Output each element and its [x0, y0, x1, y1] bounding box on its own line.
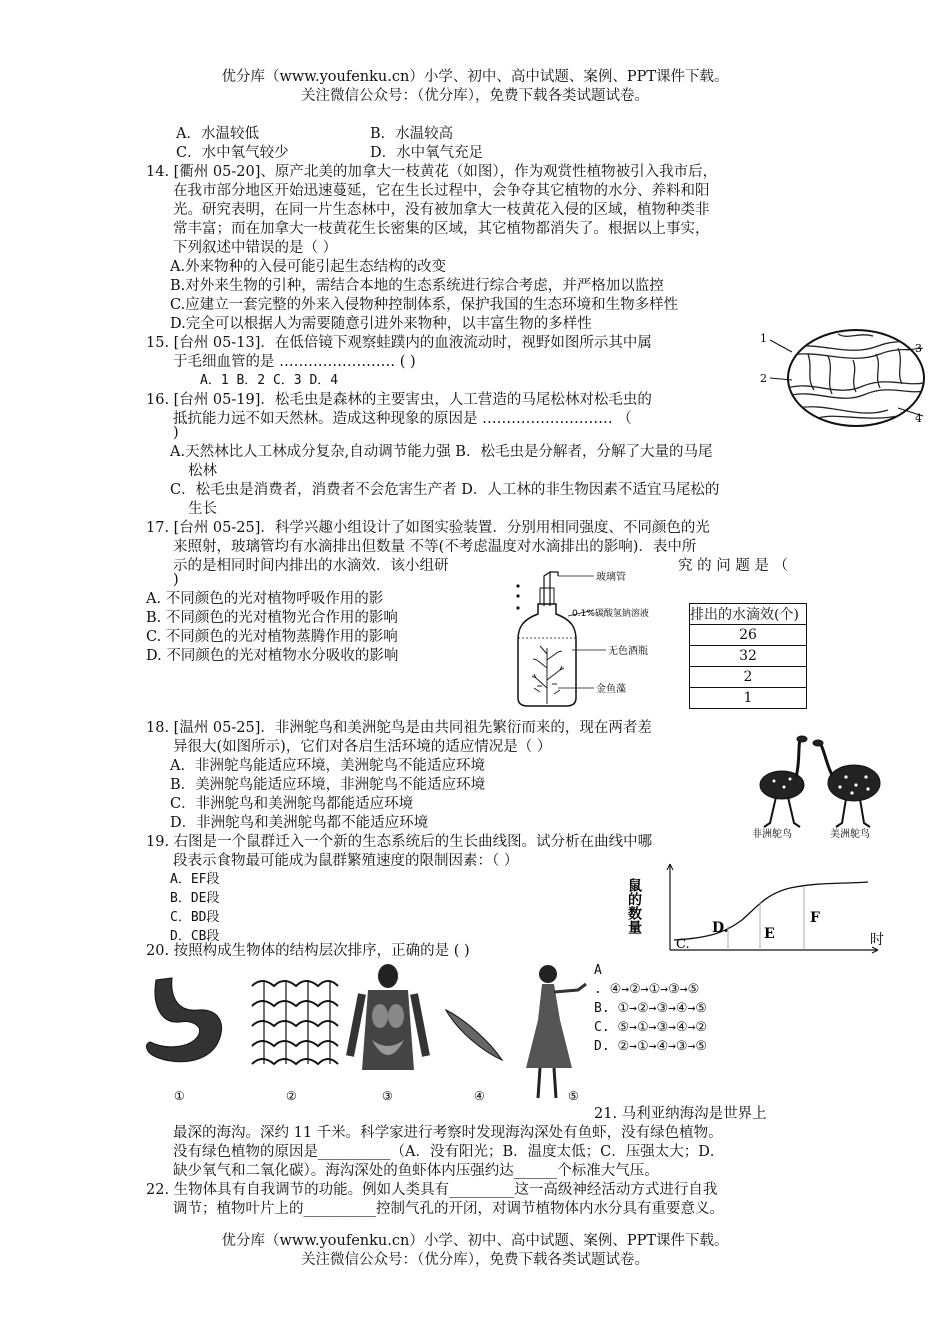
table-row: 1 [690, 688, 807, 709]
q17-line-4: ) [173, 572, 179, 588]
capillary-label-4: 4 [915, 412, 922, 425]
q17-line-3a: 示的是相同时间内排出的水滴效．该小组研 [173, 558, 449, 574]
table-row: 26 [690, 625, 807, 646]
q14-option-c: C.应建立一套完整的外来入侵物种控制体系，保护我国的生态环境和生物多样性 [170, 297, 679, 313]
q15-line-1: 15. [台州 05-13]．在低倍镜下观察蛙蹼内的血液流动时，视野如图所示其中属 [146, 335, 652, 351]
q17-option-c: C. 不同颜色的光对植物蒸腾作用的影响 [146, 629, 398, 645]
label-glass-tube: 玻璃管 [596, 572, 626, 583]
q20-option-a: . ④→②→①→③→⑤ [594, 982, 700, 997]
q22-line-2: 调节；植物叶片上的__________控制气孔的开闭，对调节植物体内水分具有重要意义。 [173, 1201, 724, 1217]
label-plant: 金鱼藻 [596, 684, 626, 695]
q18-option-b: B．美洲鸵鸟能适应环境，非洲鸵鸟不能适应环境 [170, 777, 486, 793]
graph-point-e: E [764, 926, 775, 942]
structure-levels-figure [140, 960, 590, 1110]
q20-option-c: C. ⑤→①→③→④→② [594, 1020, 708, 1035]
q14-line-5: 下列叙述中错误的是（ ） [173, 240, 338, 256]
stomach-image [147, 978, 222, 1062]
q13-option-b: B．水温较高 [370, 126, 454, 142]
q20-option-b: B. ①→②→③→④→⑤ [594, 1001, 708, 1016]
q16-option-cd-cont: 生长 [188, 501, 217, 517]
graph-x-label: 时 [870, 932, 884, 948]
q16-option-cd: C．松毛虫是消费者，消费者不会危害生产者 D．人工林的非生物因素不适宜马尾松的 [170, 482, 720, 498]
q18-option-a: A．非洲鸵鸟能适应环境，美洲鸵鸟不能适应环境 [170, 758, 485, 774]
graph-point-f: F [810, 910, 820, 926]
ostrich-figure [742, 733, 892, 838]
q13-option-d: D．水中氧气充足 [370, 145, 484, 161]
human-organs-image [350, 964, 426, 1070]
q22-line-1: 22. 生物体具有自我调节的功能。例如人类具有_________这一高级神经活动方式进行自我 [146, 1182, 718, 1198]
figure-label-2: ② [286, 1089, 297, 1103]
q14-line-2: 在我市部分地区开始迅速蔓延，它在生长过程中，会争夺其它植物的水分、养料和阳 [173, 183, 710, 199]
q19-option-d: D．CB段 [170, 929, 220, 944]
q16-option-ab: A.天然林比人工林成分复杂,自动调节能力强 B．松毛虫是分解者，分解了大量的马尾 [170, 444, 713, 460]
graph-point-d: D. [712, 920, 729, 936]
q18-option-c: C．非洲鸵鸟和美洲鸵鸟都能适应环境 [170, 796, 414, 812]
q19-option-c: C．BD段 [170, 910, 220, 925]
label-american-ostrich: 美洲鸵鸟 [830, 829, 870, 840]
capillary-figure [758, 328, 928, 428]
header-line-1: 优分库（www.youfenku.cn）小学、初中、高中试题、案例、PPT课件下载。 [221, 69, 729, 85]
q16-option-ab-cont: 松林 [188, 463, 217, 479]
q18-line-2: 异很大(如图所示)，它们对各启生活环境的适应情况是（ ） [173, 739, 552, 755]
q13-option-a: A．水温较低 [176, 126, 259, 142]
q17-line-2: 来照射，玻璃管均有水滴排出但数量 不等(不考虑温度对水滴排出的影响)．表中所 [173, 539, 697, 555]
figure-label-4: ④ [474, 1089, 485, 1103]
q16-line-2: 抵抗能力远不如天然林。造成这种现象的原因是 ……………………… （ [173, 411, 632, 427]
q20-option-d: D. ②→①→④→③→⑤ [594, 1039, 708, 1054]
table-row: 32 [690, 646, 807, 667]
q17-option-d: D. 不同颜色的光对植物水分吸收的影响 [146, 648, 399, 664]
figure-label-5: ⑤ [568, 1089, 579, 1103]
q18-option-d: D．非洲鸵鸟和美洲鸵鸟都不能适应环境 [170, 815, 429, 831]
footer-line-1: 优分库（www.youfenku.cn）小学、初中、高中试题、案例、PPT课件下载。 [221, 1233, 729, 1249]
q19-option-b: B．DE段 [170, 891, 220, 906]
label-solution: 0.1%碳酸氢钠溶液 [572, 609, 649, 619]
q15-line-2: 于毛细血管的是 …………………… ( ) [173, 354, 416, 370]
capillary-label-2: 2 [760, 372, 767, 385]
q14-option-d: D.完全可以根据人为需要随意引进外来物种，以丰富生物的多样性 [170, 316, 592, 332]
bottle-apparatus-figure [510, 568, 690, 708]
q19-line-1: 19. 右图是一个鼠群迁入一个新的生态系统后的生长曲线图。试分析在曲线中哪 [146, 834, 653, 850]
figure-label-1: ① [174, 1089, 185, 1103]
q21-line-1: 最深的海沟。深约 11 千米。科学家进行考察时发现海沟深处有鱼虾，没有绿色植物。 [173, 1125, 723, 1141]
q13-option-c: C．水中氧气较少 [176, 145, 289, 161]
q17-line-3b: 究 的 问 题 是 （ [678, 558, 789, 574]
cells-image [252, 976, 338, 1068]
label-bottle: 无色酒瓶 [608, 646, 648, 657]
q14-line-4: 常丰富；而在加拿大一枝黄花生长密集的区域，其它植物都消失了。根据以上事实， [173, 221, 710, 237]
footer-line-2: 关注微信公众号：（优分库），免费下载各类试题试卷。 [301, 1252, 649, 1268]
girl-image [526, 965, 586, 1098]
q19-option-a: A．EF段 [170, 872, 220, 887]
q17-option-b: B. 不同颜色的光对植物光合作用的影响 [146, 610, 398, 626]
q17-option-a: A. 不同颜色的光对植物呼吸作用的影 [146, 591, 384, 607]
capillary-label-1: 1 [760, 332, 767, 345]
muscle-cell-image [446, 1010, 502, 1060]
q21-line-2: 没有绿色植物的原因是__________（A．没有阳光；B．温度太低；C．压强太大；D． [173, 1144, 725, 1160]
q19-line-2: 段表示食物最可能成为鼠群繁殖速度的限制因素：（ ） [173, 853, 519, 869]
q21-line-0: 21. 马利亚纳海沟是世界上 [594, 1106, 767, 1122]
q16-line-1: 16. [台州 05-19]．松毛虫是森林的主要害虫，人工营造的马尾松林对松毛虫的 [146, 392, 652, 408]
q21-line-3: 缺少氧气和二氧化碳）。海沟深处的鱼虾体内压强约达______个标准大气压。 [173, 1163, 659, 1179]
q20-option-a-letter: A [594, 963, 602, 978]
q17-line-1: 17. [台州 05-25]．科学兴趣小组设计了如图实验装置．分别用相同强度、不同颜色的光 [146, 520, 710, 536]
q16-line-3: ) [173, 425, 179, 441]
graph-point-c: C. [676, 937, 690, 952]
capillary-label-3: 3 [915, 342, 922, 355]
q14-line-1: 14. [衢州 05-20]、原产北美的加拿大一枝黄花（如图），作为观赏性植物被引入我市后， [146, 164, 718, 180]
label-african-ostrich: 非洲鸵鸟 [752, 829, 792, 840]
q14-option-b: B.对外来生物的引种，需结合本地的生态系统进行综合考虑，并严格加以监控 [170, 278, 664, 294]
water-drops-table [689, 603, 807, 709]
q20-line-1: 20. 按照构成生物体的结构层次排序，正确的是 ( ) [146, 943, 470, 959]
population-graph [626, 858, 892, 958]
q15-options: A．1 B．2 C．3 D．4 [200, 373, 339, 388]
q14-line-3: 光。研究表明，在同一片生态林中，没有被加拿大一枝黄花入侵的区域，植物种类非 [173, 202, 710, 218]
graph-y-label: 鼠的数量 [626, 878, 642, 934]
table-row: 2 [690, 667, 807, 688]
q18-line-1: 18. [温州 05-25]．非洲鸵鸟和美洲鸵鸟是由共同祖先繁衍而来的，现在两者差 [146, 720, 652, 736]
table-header: 排出的水滴效(个) [690, 604, 807, 625]
header-line-2: 关注微信公众号：（优分库），免费下载各类试题试卷。 [301, 88, 649, 104]
q14-option-a: A.外来物种的入侵可能引起生态结构的改变 [170, 259, 447, 275]
figure-label-3: ③ [382, 1089, 393, 1103]
